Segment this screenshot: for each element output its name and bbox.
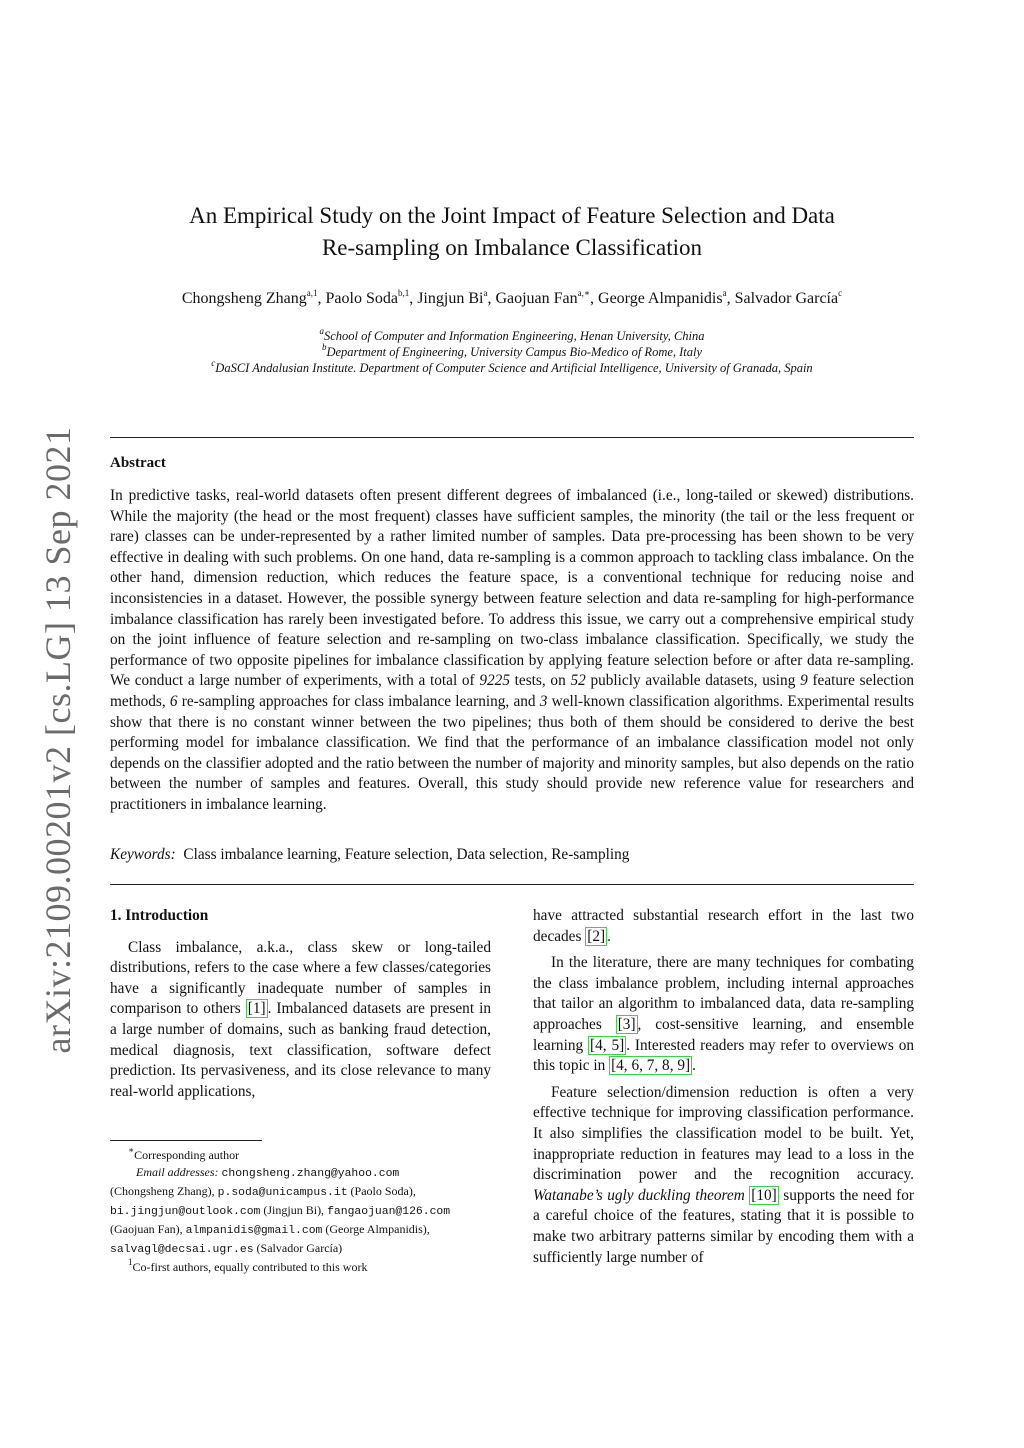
email-link[interactable]: fangaojuan@126.com <box>327 1206 451 1218</box>
citation-link[interactable]: [2] <box>587 927 606 945</box>
citation-link[interactable]: [10] <box>751 1186 777 1204</box>
co-first-note: $^1$Co-first authors, equally contributed to this work <box>128 1257 368 1274</box>
arxiv-identifier: arXiv:2109.00201v2 [cs.LG] 13 Sep 2021 <box>38 426 78 1054</box>
citation-link[interactable]: [4, 6, 7, 8, 9] <box>611 1057 691 1075</box>
author-list: Chongsheng Zhang$^{a,1}$, Paolo Soda$^{b,1}$, Jingjun Bi$^a$, Gaojuan Fan$^{a,∗}$, George Almpanidis$^a$, Salvador García$^c$ <box>181 287 843 307</box>
keywords-text: Class imbalance learning, Feature selection, Data selection, Re-sampling <box>183 846 630 863</box>
footnote-rule <box>110 1140 262 1141</box>
email-link[interactable]: salvagl@decsai.ugr.es <box>110 1244 254 1256</box>
affiliation: $^c$DaSCI Andalusian Institute. Department of Computer Science and Artificial Intelligence, University of Granada, Spain <box>211 357 813 375</box>
intro-paragraph: Class imbalance, a.k.a., class skew or long-tailed distributions, refers to the case where a few classes/categories have a significantly inadequate number of samples in comparison to others [1] . Imbalanced datasets are present in a large number of domains, such as banking fraud detection, medical diagnosis, text classification, software defect prediction. Its pervasiveness, and its close relevance to many real-world applications, <box>110 938 491 1100</box>
section-heading-introduction: 1. Introduction <box>110 907 209 924</box>
author: Gaojuan Fan$^{a,∗}$ <box>495 287 591 307</box>
author: Paolo Soda$^{b,1}$ <box>325 287 410 307</box>
email-link[interactable]: p.soda@unicampus.it <box>217 1187 348 1199</box>
body-paragraph: Feature selection/dimension reduction is often a very effective technique for improving classification performance. It also simplifies the classification model to be built. Yet, inappropriate reduction in features may lead to a loss in the discrimination power and the recognition accuracy. Watanabe’s ugly duckling theorem [10] supports the need for a careful choice of the features, stating that it is possible to make two arbitrary patterns similar by encoding them with a sufficiently large number of <box>533 1083 915 1266</box>
affiliations <box>110 325 914 376</box>
abstract-heading: Abstract <box>110 455 166 471</box>
affiliation: $^b$Department of Engineering, University Campus Bio-Medico of Rome, Italy <box>321 341 703 359</box>
paper-title <box>110 200 914 264</box>
left-column <box>110 906 491 1102</box>
author: Salvador García$^c$ <box>734 287 843 307</box>
citation-link[interactable]: [3] <box>617 1015 636 1033</box>
author: Chongsheng Zhang$^{a,1}$ <box>181 287 318 307</box>
title-line-2: Re-sampling on Imbalance Classification <box>321 235 703 260</box>
email-link[interactable]: bi.jingjun@outlook.com <box>110 1206 261 1218</box>
body-paragraph: In the literature, there are many techniques for combating the class imbalance problem, including internal approaches that tailor an algorithm to imbalanced data, data re-sampling approaches [3] , cost-sensitive learning, and ensemble learning [4, 5] . Interested readers may refer to overviews on this topic in [4, 6, 7, 8, 9] . <box>533 954 915 1075</box>
corresponding-author-note: ∗Corresponding author <box>128 1145 240 1162</box>
citation-link[interactable]: [1] <box>247 1000 266 1018</box>
email-link[interactable]: almpanidis@gmail.com <box>185 1225 323 1237</box>
keywords <box>110 846 914 864</box>
title-line-1: An Empirical Study on the Joint Impact of Feature Selection and Data <box>189 203 835 228</box>
footnotes <box>110 1147 491 1276</box>
keywords-label: Keywords: <box>110 846 176 863</box>
body-paragraph: have attracted substantial research effort in the last two decades [2] . <box>533 907 914 945</box>
email-addresses: Email addresses: chongsheng.zhang@yahoo.com (Chongsheng Zhang), p.soda@unicampus.it (Paolo Soda), bi.jingjun@outlook.com (Jingjun Bi), fangaojuan@126.com (Gaojuan Fan), almpanidis@gmail.com (George Almpanidis), salvagl@decsai.ugr.es (Salvador García) <box>110 1165 451 1256</box>
abstract-text: In predictive tasks, real-world datasets often present different degrees of imbalanced (i.e., long-tailed or skewed) distributions. While the majority (the head or the most frequent) classes have sufficient samples, the minority (the tail or the less frequent or rare) classes can be under-represented by a rather limited number of samples. Data pre-processing has been shown to be very effective in dealing with such problems. On one hand, data re-sampling is a common approach to tackling class imbalance. On the other hand, dimension reduction, which reduces the feature space, is a conventional technique for reducing noise and inconsistencies in a dataset. However, the possible synergy between feature selection and data re-sampling for high-performance imbalance classification has rarely been investigated before. To address this issue, we carry out a comprehensive empirical study on the joint influence of feature selection and re-sampling on two-class imbalance classification. Specifically, we study the performance of two opposite pipelines for imbalance classification by applying feature selection before or after data re-sampling. We conduct a large number of experiments, with a total of 9225 tests, on 52 publicly available datasets, using 9 feature selection methods, 6 re-sampling approaches for class imbalance learning, and 3 well-known classification algorithms. Experimental results show that there is no constant winner between the two pipelines; thus both of them should be considered to derive the best performing model for imbalance classification. We find that the performance of an imbalance classification model not only depends on the classifier adopted and the ratio between the number of majority and minority samples, but also depends on the ratio between the number of samples and features. Overall, this study should provide new reference value for researchers and practitioners in imbalance learning. <box>110 487 914 813</box>
citation-link[interactable]: [4, 5] <box>590 1036 625 1054</box>
author: Jingjun Bi$^a$ <box>417 287 488 307</box>
author: George Almpanidis$^a$ <box>598 287 727 307</box>
right-column <box>533 906 914 1268</box>
affiliation: $^a$School of Computer and Information Engineering, Henan University, China <box>319 325 705 343</box>
abstract-top-rule <box>110 437 914 438</box>
email-link[interactable]: chongsheng.zhang@yahoo.com <box>221 1168 400 1180</box>
abstract-bottom-rule <box>110 884 914 885</box>
